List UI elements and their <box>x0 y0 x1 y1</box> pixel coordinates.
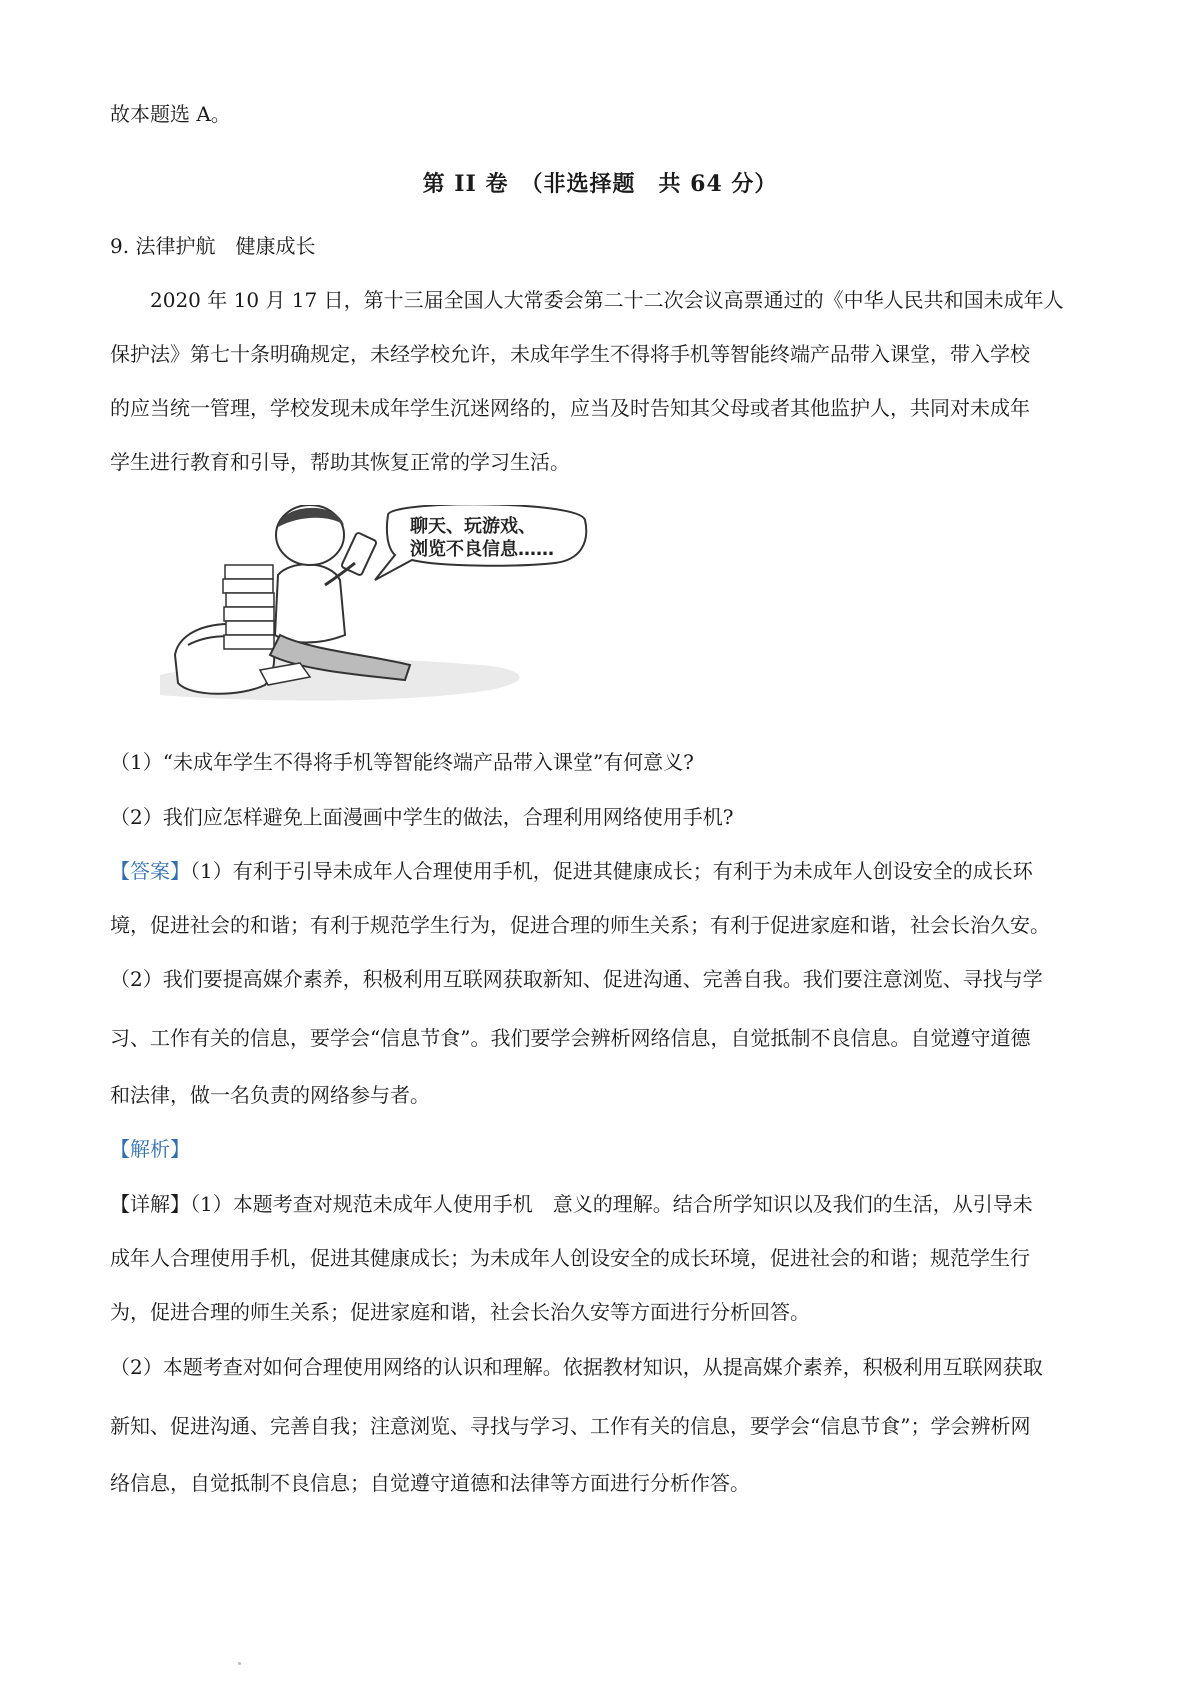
detail-line-4: （2）本题考查对如何合理使用网络的认识和理解。依据教材知识，从提高媒介素养，积极利用互联网获取 <box>110 1355 1043 1379</box>
passage-line-2: 保护法》第七十条明确规定，未经学校允许，未成年学生不得将手机等智能终端产品带入课堂，带入学校 <box>110 342 1030 366</box>
sub-question-2: （2）我们应怎样避免上面漫画中学生的做法，合理利用网络使用手机? <box>110 805 734 829</box>
answer-line-4: 习、工作有关的信息，要学会“信息节食”。我们要学会辨析网络信息，自觉抵制不良信息。自觉遵守道德 <box>110 1026 1031 1050</box>
answer-line-2: 境，促进社会的和谐；有利于规范学生行为，促进合理的师生关系；有利于促进家庭和谐，社会长治久安。 <box>110 913 1050 937</box>
detail-line-1 <box>110 1190 1033 1218</box>
cartoon-illustration <box>160 505 650 705</box>
answer-line-1 <box>110 857 1033 885</box>
answer-line-3: （2）我们要提高媒介素养，积极利用互联网获取新知、促进沟通、完善自我。我们要注意浏览、寻找与学 <box>110 967 1043 991</box>
passage-line-3: 的应当统一管理，学校发现未成年学生沉迷网络的，应当及时告知其父母或者其他监护人，共同对未成年 <box>110 396 1030 420</box>
analysis-label: 【解析】 <box>110 1137 190 1161</box>
passage-line-4: 学生进行教育和引导，帮助其恢复正常的学习生活。 <box>110 450 570 474</box>
detail-line-2: 成年人合理使用手机，促进其健康成长；为未成年人创设安全的成长环境，促进社会的和谐；规范学生行 <box>110 1246 1030 1270</box>
previous-answer-line: 故本题选 A。 <box>110 102 231 126</box>
detail-text-1: （1）本题考查对规范未成年人使用手机 意义的理解。结合所学知识以及我们的生活，从引导未 <box>190 1192 1033 1216</box>
answer-label: 【答案】 <box>110 859 190 883</box>
bubble-line-2: 浏览不良信息…… <box>410 539 554 560</box>
detail-line-6: 络信息，自觉抵制不良信息；自觉遵守道德和法律等方面进行分析作答。 <box>110 1471 750 1495</box>
question-title: 9. 法律护航 健康成长 <box>110 234 316 258</box>
answer-text-1: （1）有利于引导未成年人合理使用手机，促进其健康成长；有利于为未成年人创设安全的成长环 <box>190 859 1033 883</box>
book-stack <box>223 565 274 649</box>
detail-label: 【详解】 <box>110 1192 190 1216</box>
passage-line-1: 2020 年 10 月 17 日，第十三届全国人大常委会第二十二次会议高票通过的《中华人民共和国未成年人 <box>150 288 1064 312</box>
answer-line-5: 和法律，做一名负责的网络参与者。 <box>110 1083 430 1107</box>
child-shirt <box>275 564 345 642</box>
page-dot <box>238 1662 241 1665</box>
detail-line-5: 新知、促进沟通、完善自我；注意浏览、寻找与学习、工作有关的信息，要学会“信息节食”；学会辨析网 <box>110 1414 1031 1438</box>
section-title: 第 II 卷 （非选择题 共 64 分） <box>422 171 778 197</box>
sub-question-1: （1）“未成年学生不得将手机等智能终端产品带入课堂”有何意义? <box>110 750 694 774</box>
bubble-line-1: 聊天、玩游戏、 <box>410 516 536 537</box>
detail-line-3: 为，促进合理的师生关系；促进家庭和谐，社会长治久安等方面进行分析回答。 <box>110 1300 810 1324</box>
